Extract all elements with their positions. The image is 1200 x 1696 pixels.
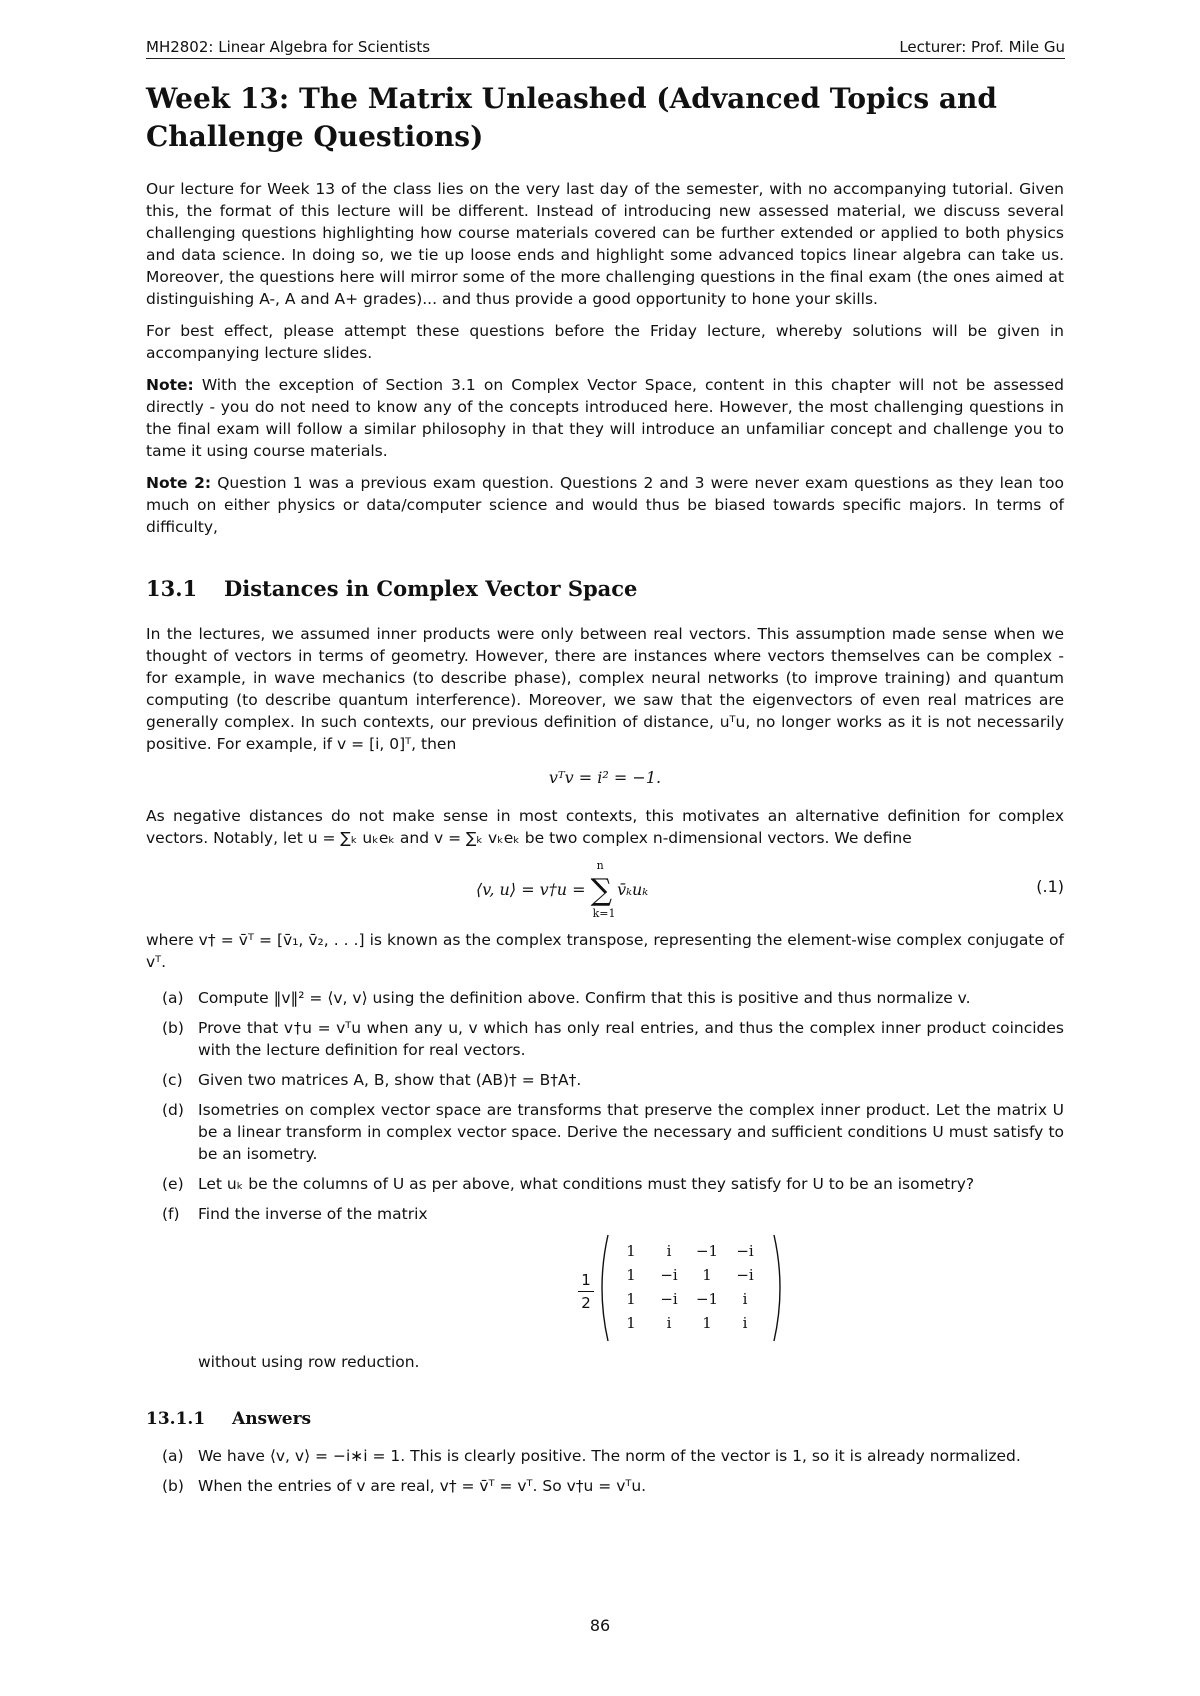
course-title: MH2802: Linear Algebra for Scientists <box>146 38 431 56</box>
question-text: Let uₖ be the columns of U as per above, what conditions must they satisfy for U to be an isometry? <box>198 1175 975 1193</box>
note-1 <box>146 374 1064 462</box>
question-text: Prove that v†u = vᵀu when any u, v which has only real entries, and thus the complex inner product coincides with the lecture definition for real vectors. <box>198 1019 1064 1059</box>
matrix-cell: i <box>742 1314 748 1332</box>
answer-list <box>146 1445 1064 1497</box>
intro-paragraph-2: For best effect, please attempt these questions before the Friday lecture, whereby solutions will be given in accompanying lecture slides. <box>146 322 1064 362</box>
answer-label: (b) <box>162 1477 184 1495</box>
section-heading <box>146 576 1064 601</box>
matrix-cell: 1 <box>626 1242 636 1260</box>
matrix-row <box>612 1311 764 1335</box>
scalar-numerator: 1 <box>578 1269 594 1292</box>
answer-item <box>146 1475 1064 1497</box>
matrix-cell: −1 <box>695 1242 719 1260</box>
note-2 <box>146 472 1064 538</box>
question-item <box>146 1069 1064 1091</box>
intro-paragraph-1: Our lecture for Week 13 of the class lies on the very last day of the semester, with no accompanying tutorial. Given this, the format of this lecture will be different. Instead of introducing new assessed material, we discuss several challenging questions highlighting how course materials covered can be further extended or applied to both physics and data science. In doing so, we tie up loose ends and highlight some advanced topics linear algebra can take us. Moreover, the questions here will mirror some of the more challenging questions in the final exam (the ones aimed at distinguishing A-, A and A+ grades)... and thus provide a good opportunity to hone your skills. <box>146 180 1064 308</box>
right-paren-icon <box>770 1233 788 1343</box>
matrix-cell: 1 <box>626 1290 636 1308</box>
matrix-cell: 1 <box>626 1266 636 1284</box>
question-item <box>146 1099 1064 1165</box>
note-2-text: Question 1 was a previous exam question. Questions 2 and 3 were never exam questions as they lean too much on either physics or data/computer science and would thus be biased towards specific majors. In terms of difficulty, <box>146 474 1064 536</box>
answers-title: Answers <box>232 1409 312 1429</box>
answer-item <box>146 1445 1064 1467</box>
running-header <box>146 36 1065 59</box>
matrix-row <box>612 1287 764 1311</box>
question-item <box>146 1173 1064 1195</box>
question-item <box>146 1017 1064 1061</box>
main-content <box>146 80 1064 1505</box>
scalar-denominator: 2 <box>581 1294 591 1312</box>
note-1-label: Note: <box>146 376 194 394</box>
equation-lhs: ⟨v, u⟩ = v†u = <box>476 880 591 899</box>
question-label: (c) <box>162 1071 183 1089</box>
equation-rhs: v̄ₖuₖ <box>617 880 649 899</box>
matrix-expression <box>198 1233 1064 1345</box>
question-label: (a) <box>162 989 184 1007</box>
question-label: (f) <box>162 1205 180 1223</box>
matrix-cell: 1 <box>702 1314 712 1332</box>
note-1-text: With the exception of Section 3.1 on Complex Vector Space, content in this chapter will not be assessed directly - you do not need to know any of the concepts introduced here. However, the most challenging questions in the final exam will follow a similar philosophy in that they will introduce an unfamiliar concept and challenge you to tame it using course materials. <box>146 376 1064 460</box>
matrix-cell: −i <box>736 1266 754 1284</box>
matrix-cell: i <box>666 1242 672 1260</box>
matrix-cell: i <box>666 1314 672 1332</box>
matrix-row <box>612 1263 764 1287</box>
equation-inner-product-body <box>476 859 649 920</box>
chapter-title: Week 13: The Matrix Unleashed (Advanced Topics and Challenge Questions) <box>146 82 997 153</box>
matrix-scalar <box>578 1269 594 1314</box>
answer-label: (a) <box>162 1447 184 1465</box>
question-text: Compute ‖v‖² = ⟨v, v⟩ using the definition above. Confirm that this is positive and thus normalize v. <box>198 989 971 1007</box>
equation-tag: (.1) <box>1036 877 1064 896</box>
question-label: (d) <box>162 1101 184 1119</box>
note-2-label: Note 2: <box>146 474 212 492</box>
left-paren-icon <box>594 1233 612 1343</box>
after-matrix-text: without using row reduction. <box>198 1353 420 1371</box>
matrix-cell: −i <box>660 1266 678 1284</box>
question-list <box>146 987 1064 1373</box>
equation-example: vᵀv = i² = −1. <box>548 768 662 787</box>
section-paragraph-3: where v† = v̄ᵀ = [v̄₁, v̄₂, . . .] is known as the complex transpose, representing the element-wise complex conjugate of vᵀ. <box>146 931 1064 971</box>
matrix-cell: i <box>742 1290 748 1308</box>
question-item <box>146 1203 1064 1373</box>
question-label: (b) <box>162 1019 184 1037</box>
equation-inner-product <box>146 859 1064 921</box>
matrix-table <box>612 1239 764 1335</box>
question-label: (e) <box>162 1175 184 1193</box>
section-number: 13.1 <box>146 576 198 601</box>
lecturer-name: Lecturer: Prof. Mile Gu <box>899 38 1065 56</box>
matrix-cell: 1 <box>626 1314 636 1332</box>
question-text: Find the inverse of the matrix <box>198 1205 428 1223</box>
section-paragraph-2: As negative distances do not make sense in most contexts, this motivates an alternative definition for complex vectors. Notably, let u = ∑ₖ uₖeₖ and v = ∑ₖ vₖeₖ be two complex n-dimensional vectors. We define <box>146 807 1064 847</box>
question-text: Isometries on complex vector space are transforms that preserve the complex inner product. Let the matrix U be a linear transform in complex vector space. Derive the necessary and sufficient conditions U must satisfy to be an isometry. <box>198 1101 1064 1163</box>
matrix-cell: −i <box>660 1290 678 1308</box>
question-text: Given two matrices A, B, show that (AB)† = B†A†. <box>198 1071 582 1089</box>
summation-lower: k=1 <box>592 907 616 920</box>
matrix-row <box>612 1239 764 1263</box>
matrix-cell: −1 <box>695 1290 719 1308</box>
section-title: Distances in Complex Vector Space <box>224 576 638 601</box>
answers-number: 13.1.1 <box>146 1409 206 1429</box>
answer-text: When the entries of v are real, v† = v̄ᵀ = vᵀ. So v†u = vᵀu. <box>198 1477 647 1495</box>
matrix-cell: 1 <box>702 1266 712 1284</box>
question-item <box>146 987 1064 1009</box>
answer-text: We have ⟨v, v⟩ = −i∗i = 1. This is clearly positive. The norm of the vector is 1, so it is already normalized. <box>198 1447 1021 1465</box>
section-paragraph-1: In the lectures, we assumed inner products were only between real vectors. This assumption made sense when we thought of vectors in terms of geometry. However, there are instances where vectors themselves can be complex - for example, in wave mechanics (to describe phase), complex neural networks (to improve training) and quantum computing (to describe quantum interference). Moreover, we saw that the eigenvectors of even real matrices are generally complex. In such contexts, our previous definition of distance, uᵀu, no longer works as it is not necessarily positive. For example, if v = [i, 0]ᵀ, then <box>146 625 1064 753</box>
answers-heading <box>146 1409 1064 1429</box>
summation-upper: n <box>596 859 604 872</box>
matrix-cell: −i <box>736 1242 754 1260</box>
summation-symbol: ∑ n k=1 <box>590 859 616 920</box>
page-number: 86 <box>589 1616 611 1635</box>
